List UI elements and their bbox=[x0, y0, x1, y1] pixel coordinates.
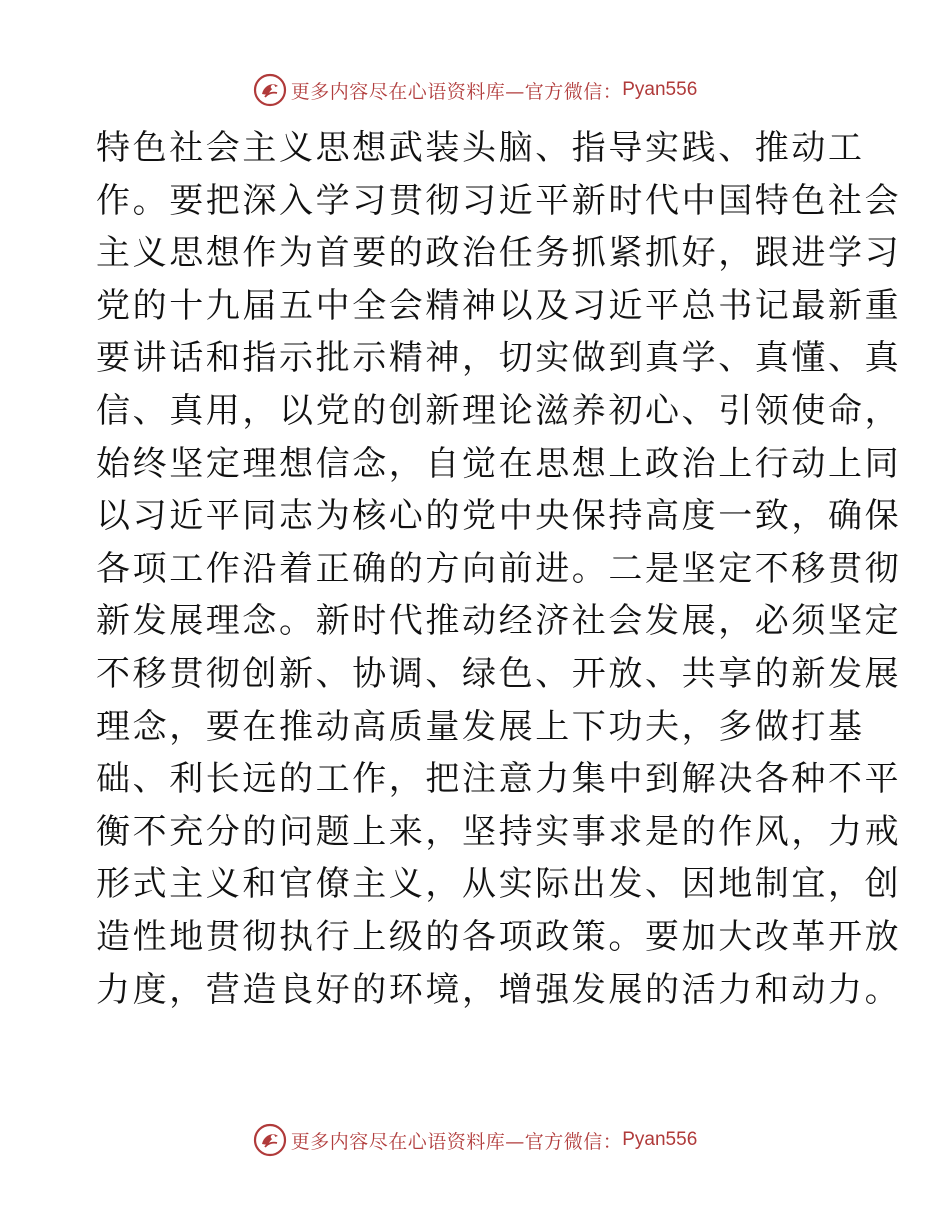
rose-logo-icon bbox=[253, 1123, 287, 1157]
body-line: 础、利长远的工作，把注意力集中到解决各种不平 bbox=[96, 759, 902, 800]
header-watermark-banner bbox=[0, 70, 950, 110]
banner-wechat-id: Pyan556 bbox=[622, 1129, 698, 1150]
body-line: 新发展理念。新时代推动经济社会发展，必须坚定 bbox=[96, 601, 902, 642]
banner-text: 更多内容尽在心语资料库—官方微信： bbox=[290, 80, 623, 103]
body-line: 形式主义和官僚主义，从实际出发、因地制宜，创 bbox=[96, 864, 902, 905]
document-body bbox=[96, 122, 902, 1016]
body-line: 特色社会主义思想武装头脑、指导实践、推动工 bbox=[96, 128, 865, 168]
banner-text: 更多内容尽在心语资料库—官方微信： bbox=[290, 1130, 623, 1153]
body-line: 力度，营造良好的环境，增强发展的活力和动力。 bbox=[96, 969, 902, 1010]
body-line: 不移贯彻创新、协调、绿色、开放、共享的新发展 bbox=[96, 653, 902, 694]
body-line: 各项工作沿着正确的方向前进。二是坚定不移贯彻 bbox=[96, 548, 902, 589]
body-line: 衡不充分的问题上来，坚持实事求是的作风，力戒 bbox=[96, 811, 902, 852]
body-line: 以习近平同志为核心的党中央保持高度一致，确保 bbox=[96, 496, 902, 537]
body-line: 始终坚定理想信念，自觉在思想上政治上行动上同 bbox=[96, 443, 902, 484]
rose-logo-icon bbox=[253, 73, 287, 107]
banner-wechat-id: Pyan556 bbox=[622, 79, 698, 100]
footer-watermark-banner bbox=[0, 1120, 950, 1160]
body-line: 理念，要在推动高质量发展上下功夫，多做打基 bbox=[96, 706, 865, 747]
body-line: 党的十九届五中全会精神以及习近平总书记最新重 bbox=[96, 285, 902, 326]
body-line: 要讲话和指示批示精神，切实做到真学、真懂、真 bbox=[96, 338, 902, 379]
body-line: 主义思想作为首要的政治任务抓紧抓好，跟进学习 bbox=[96, 233, 902, 274]
body-line: 作。要把深入学习贯彻习近平新时代中国特色社会 bbox=[96, 180, 902, 221]
body-line: 信、真用，以党的创新理论滋养初心、引领使命， bbox=[96, 390, 902, 431]
body-line: 造性地贯彻执行上级的各项政策。要加大改革开放 bbox=[96, 916, 902, 957]
